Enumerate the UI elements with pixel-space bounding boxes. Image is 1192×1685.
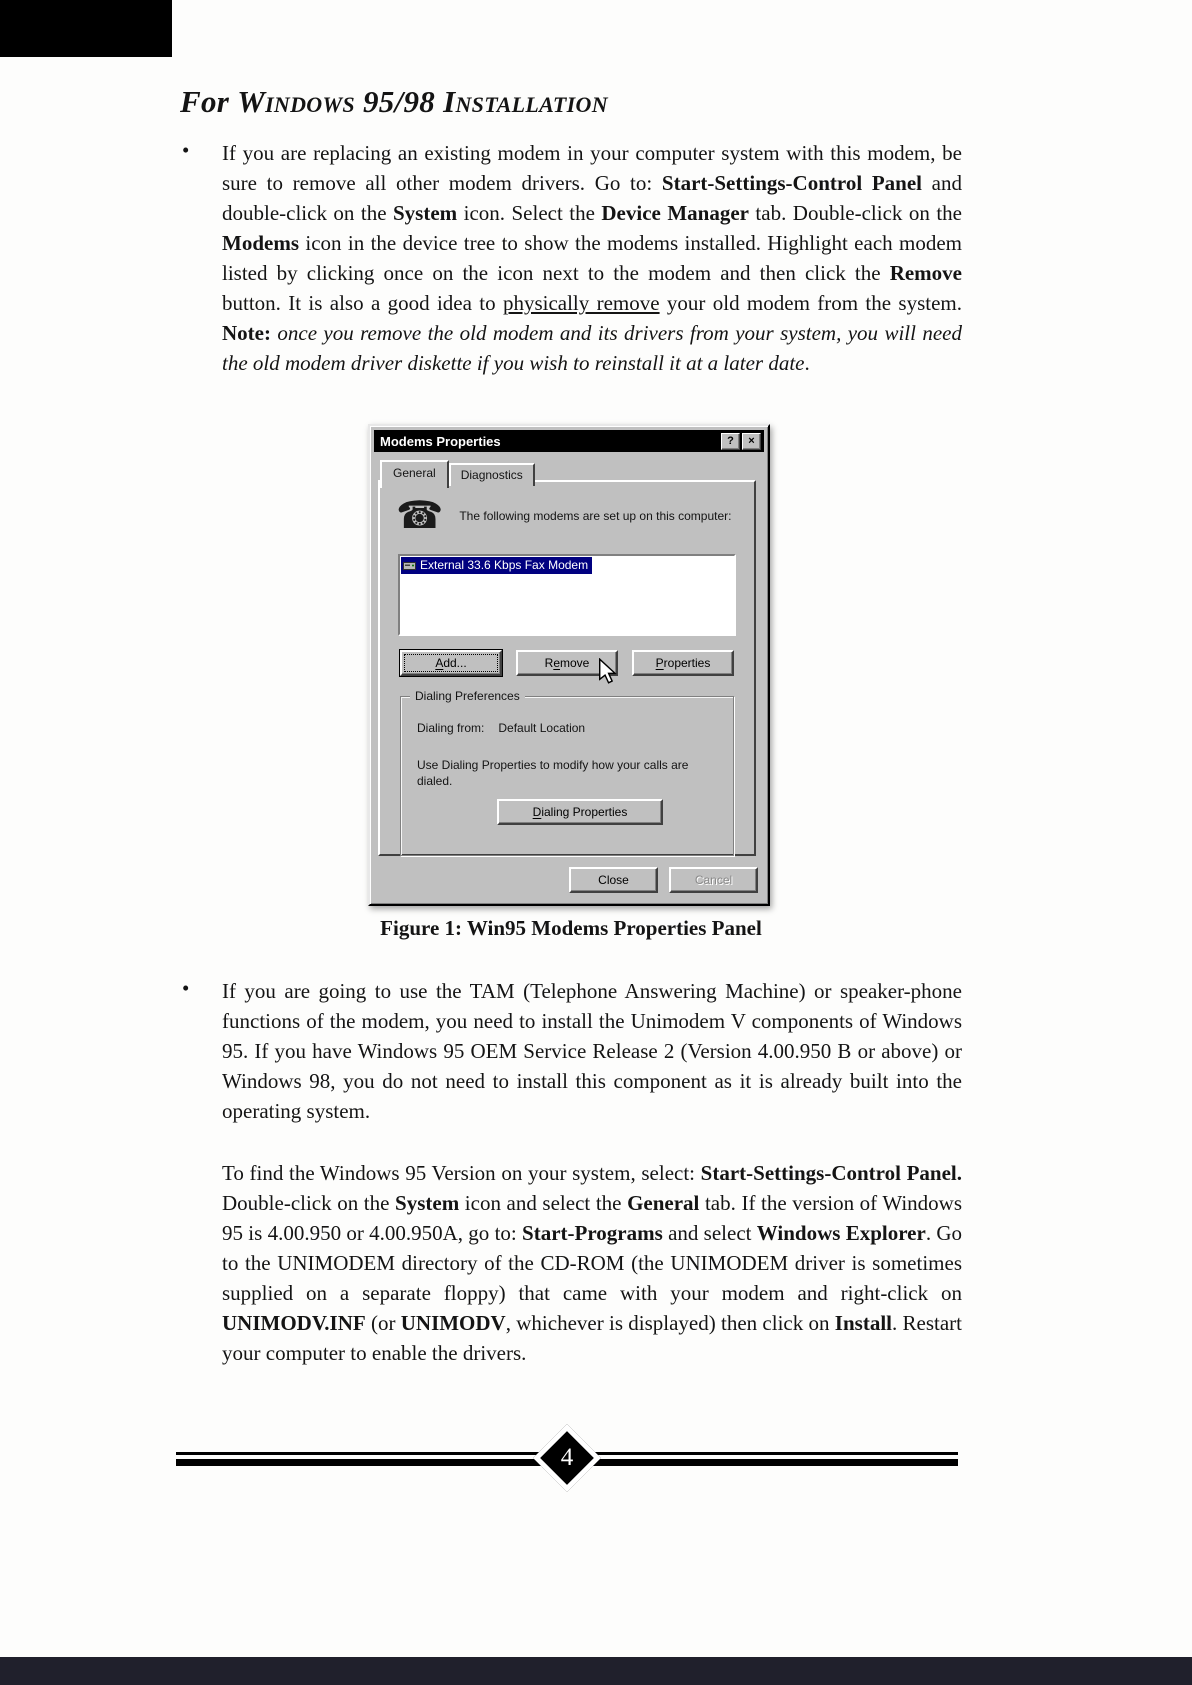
mouse-cursor-icon — [598, 658, 618, 684]
modem-list-item[interactable] — [401, 557, 592, 574]
close-button[interactable]: Close — [569, 867, 658, 893]
bullet-item-1 — [180, 138, 962, 378]
modem-listbox[interactable] — [398, 554, 736, 636]
remove-button[interactable]: Remove — [516, 650, 618, 676]
dialing-preferences-group — [400, 689, 734, 856]
heading-smallcaps: Windows 95/98 Installation — [237, 84, 608, 119]
group-legend: Dialing Preferences — [410, 689, 525, 703]
intro-row — [396, 496, 744, 536]
scan-artifact-corner — [0, 0, 172, 57]
cancel-button[interactable]: Cancel — [669, 867, 758, 893]
modems-properties-dialog — [368, 424, 770, 906]
general-tab-page — [378, 480, 756, 856]
add-button[interactable]: Add... — [400, 650, 502, 676]
scan-artifact-bottom-bar — [0, 1657, 1192, 1685]
tab-diagnostics[interactable]: Diagnostics — [449, 463, 535, 486]
dialing-note: Use Dialing Properties to modify how your calls are dialed. — [417, 758, 689, 788]
help-icon[interactable]: ? — [721, 433, 740, 450]
modem-icon — [403, 560, 416, 571]
close-icon[interactable]: × — [742, 433, 761, 450]
bullet-marker: • — [182, 138, 190, 162]
tab-general[interactable]: General — [380, 460, 449, 488]
footer-rule — [176, 1444, 958, 1471]
bullet-item-2 — [180, 976, 962, 1126]
paragraph-replace-modem: If you are replacing an existing modem in your computer system with this modem, be sure to remove all other modem drivers. Go to: Start-Settings-Control Panel and double-click on the System icon. Select the Device Manager tab. Double-click on the Modems icon in the device tree to show the modems installed. Highlight each modem listed by clicking once on the icon next to the modem and then click the Remove button. It is also a good idea to physically remove your old modem from the system. Note: once you remove the old modem and its drivers from your system, you will need the old modem driver diskette if you wish to reinstall it at a later date. — [222, 141, 963, 375]
paragraph-tam-unimodem: If you are going to use the TAM (Telephone Answering Machine) or speaker-phone functions of the modem, you need to install the Unimodem V components of Windows 95. If you have Windows 95 OEM Service Release 2 (Version 4.00.950 B or above) or Windows 98, you do not need to install this component as it is already built into the operating system. — [222, 979, 962, 1123]
heading-prefix: For — [180, 84, 238, 119]
dialog-tabs — [380, 458, 535, 486]
bullet-marker: • — [182, 976, 190, 1000]
modem-name: External 33.6 Kbps Fax Modem — [420, 558, 589, 572]
intro-text: The following modems are set up on this computer: — [459, 509, 732, 523]
dialog-title: Modems Properties — [380, 433, 501, 449]
dialing-properties-button[interactable]: Dialing Properties — [497, 799, 663, 825]
telephone-icon: ☎ — [396, 495, 444, 537]
page-number-diamond — [533, 1424, 601, 1492]
sheet-buttons — [569, 867, 758, 893]
dialing-from-value: Default Location — [498, 721, 586, 735]
page-title — [180, 84, 608, 120]
properties-button[interactable]: Properties — [632, 650, 734, 676]
dialog-titlebar[interactable] — [374, 430, 764, 452]
dialing-from-row — [417, 721, 585, 735]
page-number: 4 — [560, 1444, 574, 1471]
paragraph-find-version: To find the Windows 95 Version on your system, select: Start-Settings-Control Panel. Double-click on the System icon and select the General tab. If the version of Windows 95 is 4.00.950 or 4.00.950A, go to: Start-Programs and select Windows Explorer. Go to the UNIMODEM directory of the CD-ROM (the UNIMODEM driver is sometimes supplied on a separate floppy) that came with your modem and right-click on UNIMODV.INF (or UNIMODV, whichever is displayed) then click on Install. Restart your computer to enable the drivers. — [222, 1161, 963, 1365]
modem-buttons-row — [400, 650, 734, 676]
dialing-from-label: Dialing from: — [417, 721, 485, 735]
figure-caption: Figure 1: Win95 Modems Properties Panel — [380, 916, 762, 940]
